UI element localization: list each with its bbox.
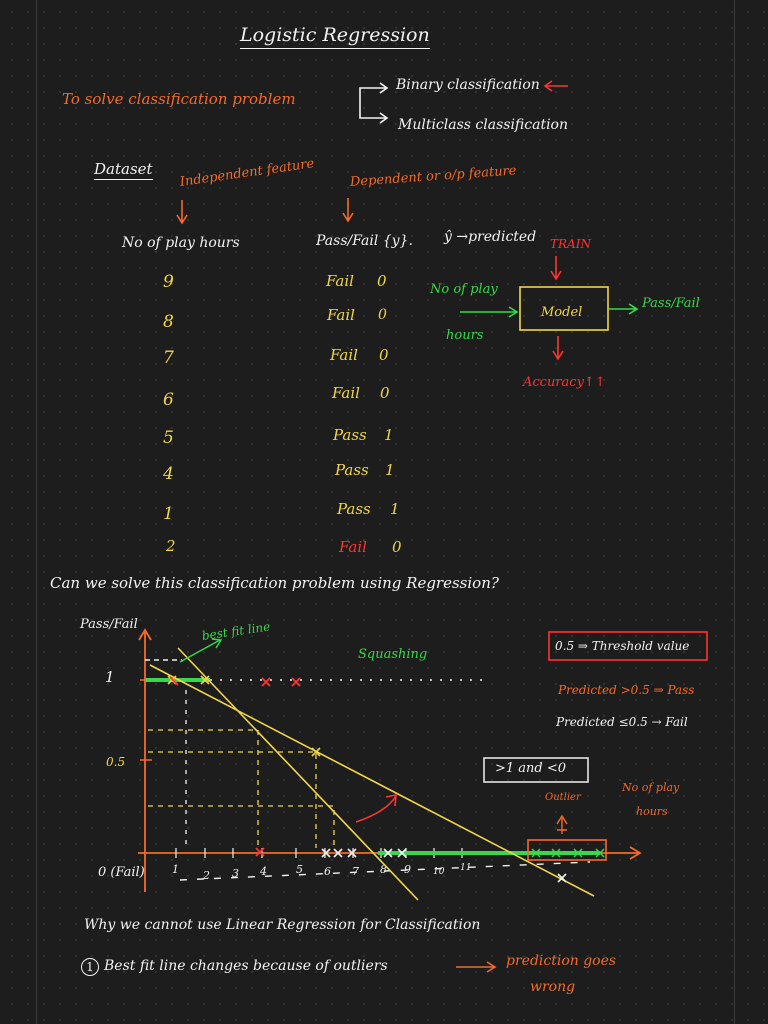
x-tick-label: 3 bbox=[232, 867, 239, 880]
dataset-heading: Dataset bbox=[94, 160, 153, 178]
predicted-pass-note: Predicted >0.5 ⇒ Pass bbox=[558, 683, 695, 697]
code-cell: 0 bbox=[380, 384, 390, 402]
train-label: TRAIN bbox=[550, 237, 591, 251]
result-cell: Pass bbox=[337, 500, 371, 518]
binary-classification-label: Binary classification bbox=[396, 77, 540, 93]
outlier-label: Outlier bbox=[545, 792, 581, 803]
purpose-text: To solve classification problem bbox=[62, 90, 296, 108]
x-tick-label: 1 bbox=[172, 863, 179, 876]
x-tick-label: 6 bbox=[324, 865, 331, 878]
result-cell: Fail bbox=[332, 384, 360, 402]
result-cell: Fail bbox=[330, 346, 358, 364]
independent-feature-arrow bbox=[177, 200, 187, 223]
consequence-arrow bbox=[456, 962, 495, 972]
classification-branch-bracket bbox=[360, 83, 387, 123]
x-axis-label-1: No of play bbox=[622, 781, 680, 794]
regression-question: Can we solve this classification problem using Regression? bbox=[50, 574, 499, 592]
best-fit-line-label: best fit line bbox=[201, 619, 272, 643]
y-tick-1: 1 bbox=[105, 668, 115, 686]
red-outlier-points bbox=[170, 677, 300, 856]
yellow-low-guide bbox=[148, 806, 334, 848]
hours-cell: 5 bbox=[163, 428, 174, 448]
model-box-label: Model bbox=[541, 305, 583, 320]
best-fit-line-original bbox=[178, 648, 418, 900]
model-input-arrow bbox=[460, 307, 517, 317]
hours-cell: 2 bbox=[166, 537, 176, 555]
binary-highlight-arrow bbox=[545, 81, 568, 91]
hours-cell: 6 bbox=[163, 390, 174, 410]
best-fit-arrow bbox=[180, 639, 221, 662]
y-tick-0-5: 0.5 bbox=[106, 755, 126, 769]
code-cell: 0 bbox=[392, 538, 402, 556]
reason-number: 1 bbox=[81, 958, 99, 976]
x-tick-label: 9 bbox=[404, 863, 411, 876]
model-input-label-1: No of play bbox=[430, 282, 498, 297]
x-tick-label: 8 bbox=[380, 863, 387, 876]
yellow-half-guide-1 bbox=[148, 730, 258, 848]
x-tick-label: 2 bbox=[203, 869, 210, 882]
y-tick-0: 0 (Fail) bbox=[98, 865, 145, 880]
hours-cell: 4 bbox=[163, 464, 174, 484]
dependent-feature-label: Dependent or o/p feature bbox=[349, 163, 517, 190]
col-header-hours: No of play hours bbox=[122, 235, 240, 251]
dependent-feature-arrow bbox=[343, 198, 353, 221]
model-output-label: Pass/Fail bbox=[642, 296, 700, 311]
x-tick-label: 4 bbox=[260, 865, 267, 878]
model-output-arrow bbox=[609, 304, 637, 314]
threshold-note: 0.5 ⇒ Threshold value bbox=[555, 639, 690, 653]
code-cell: 1 bbox=[384, 426, 394, 444]
graph-y-label: Pass/Fail bbox=[80, 617, 138, 632]
best-fit-line-shifted bbox=[150, 665, 594, 896]
code-cell: 0 bbox=[378, 307, 387, 323]
why-not-linear-heading: Why we cannot use Linear Regression for Classification bbox=[84, 917, 481, 933]
x-axis-label-2: hours bbox=[636, 805, 668, 818]
hours-cell: 9 bbox=[163, 272, 174, 292]
result-cell: Pass bbox=[335, 461, 369, 479]
range-note: >1 and <0 bbox=[495, 761, 567, 776]
hours-cell: 1 bbox=[163, 504, 174, 524]
accuracy-label: Accuracy↑↑ bbox=[523, 375, 606, 390]
x-tick-label: 10 bbox=[433, 867, 445, 877]
page-title: Logistic Regression bbox=[240, 26, 430, 49]
x-tick-label: 7 bbox=[352, 865, 359, 878]
model-box bbox=[520, 287, 608, 330]
x-tick-label: 5 bbox=[296, 863, 303, 876]
code-cell: 0 bbox=[377, 272, 387, 290]
reason-text: Best fit line changes because of outliers bbox=[104, 958, 388, 974]
line-rotation-arrow bbox=[356, 795, 396, 822]
x-tick-label: 11 bbox=[460, 863, 472, 873]
multiclass-classification-label: Multiclass classification bbox=[398, 117, 569, 133]
reason-consequence-1: prediction goes bbox=[506, 953, 617, 969]
code-cell: 0 bbox=[379, 346, 389, 364]
result-cell: Fail bbox=[327, 306, 355, 324]
threshold-box bbox=[549, 632, 707, 660]
outlier-arrow bbox=[557, 816, 567, 834]
code-cell: 1 bbox=[385, 461, 395, 479]
train-arrow bbox=[551, 256, 561, 279]
squashing-label: Squashing bbox=[358, 647, 428, 662]
model-input-label-2: hours bbox=[446, 328, 484, 343]
accuracy-arrow bbox=[553, 336, 563, 359]
col-header-yhat: ŷ →predicted bbox=[444, 229, 537, 245]
hours-cell: 7 bbox=[163, 348, 174, 368]
predicted-fail-note: Predicted ≤0.5 → Fail bbox=[556, 715, 688, 729]
independent-feature-label: Independent feature bbox=[178, 156, 316, 190]
result-cell: Pass bbox=[333, 426, 367, 444]
range-box bbox=[484, 758, 588, 782]
y-axis-tick-marks bbox=[140, 680, 152, 760]
result-cell: Fail bbox=[339, 538, 367, 556]
reason-consequence-2: wrong bbox=[530, 979, 576, 995]
col-header-passfail: Pass/Fail {y}. bbox=[316, 233, 413, 249]
hours-cell: 8 bbox=[163, 312, 174, 332]
code-cell: 1 bbox=[390, 500, 400, 518]
result-cell: Fail bbox=[326, 272, 354, 290]
